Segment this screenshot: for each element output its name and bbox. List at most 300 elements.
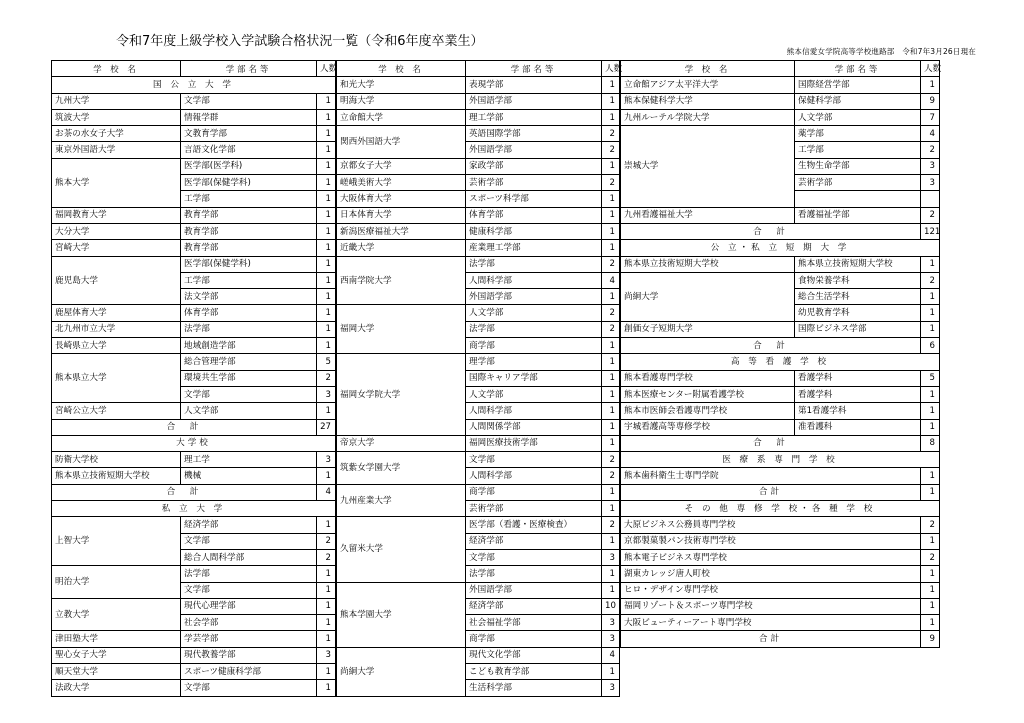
dept-name: 理工学部 [466, 109, 602, 125]
dept-name: 国際ビジネス学部 [795, 321, 921, 337]
count: 1 [921, 615, 940, 631]
count-header: 人数 [921, 61, 940, 77]
table-row [52, 647, 336, 663]
dept-name: こども教育学部 [466, 663, 602, 679]
school-name: 筑波大学 [52, 109, 181, 125]
count: 1 [602, 370, 620, 386]
count: 2 [602, 126, 620, 142]
dept-name: 医学部(保健学科) [181, 175, 317, 191]
count: 2 [602, 142, 620, 158]
school-name: 熊本医療センター附属看護学校 [621, 386, 795, 402]
count: 1 [317, 272, 336, 288]
school-name: 熊本大学 [52, 158, 181, 207]
total-label: 合計 [621, 631, 921, 647]
school-name: 熊本県立技術短期大学校 [52, 468, 181, 484]
count: 1 [602, 435, 620, 451]
dept-name: 薬学部 [795, 126, 921, 142]
dept-name: 医学部(医学科) [181, 158, 317, 174]
dept-name: 熊本県立技術短期大学校 [795, 256, 921, 272]
dept-name: 文学部 [181, 680, 317, 696]
count: 2 [602, 256, 620, 272]
dept-name: 総合人間科学部 [181, 549, 317, 565]
dept-name: 理学部 [466, 354, 602, 370]
table-row [337, 240, 620, 256]
table-row [621, 598, 940, 614]
dept-name: 家政学部 [466, 158, 602, 174]
dept-name: 教育学部 [181, 223, 317, 239]
table-row [337, 354, 620, 370]
count: 4 [602, 272, 620, 288]
table-row [52, 223, 336, 239]
school-name: 大分大学 [52, 223, 181, 239]
dept-name: 経済学部 [181, 517, 317, 533]
table-row [337, 305, 620, 321]
school-name: 宇城看護高等専修学校 [621, 419, 795, 435]
school-name: 熊本歯科衛生士専門学院 [621, 468, 921, 484]
table-row [337, 207, 620, 223]
school-name: ヒロ・デザイン専門学校 [621, 582, 921, 598]
dept-name: 産業理工学部 [466, 240, 602, 256]
dept-name: 生物生命学部 [795, 158, 921, 174]
school-name: 上智大学 [52, 517, 181, 566]
dept-name: 看護学科 [795, 386, 921, 402]
dept-name: 法学部 [181, 566, 317, 582]
dept-name: 人間科学部 [466, 272, 602, 288]
total-row [52, 419, 336, 435]
count: 1 [317, 680, 336, 696]
results-table-2 [336, 60, 623, 697]
school-name: 崇城大学 [621, 126, 795, 207]
count: 1 [317, 207, 336, 223]
dept-name: 外国語学部 [466, 289, 602, 305]
school-name: 熊本保健科学大学 [621, 93, 795, 109]
school-name: 順天堂大学 [52, 663, 181, 679]
school-name: 鹿児島大学 [52, 256, 181, 305]
count: 1 [602, 207, 620, 223]
count: 2 [602, 517, 620, 533]
school-name: 九州看護福祉大学 [621, 207, 795, 223]
count: 3 [602, 631, 620, 647]
dept-name: 人文学部 [181, 403, 317, 419]
count: 1 [317, 663, 336, 679]
school-name: 大原ビジネス公務員専門学校 [621, 517, 921, 533]
table-row [52, 468, 336, 484]
header-row [337, 61, 620, 77]
table-row [52, 142, 336, 158]
dept-name: 人間関係学部 [466, 419, 602, 435]
table-row [337, 175, 620, 191]
count: 1 [317, 566, 336, 582]
table-row [52, 109, 336, 125]
count: 1 [317, 191, 336, 207]
count: 2 [921, 142, 940, 158]
count: 3 [921, 175, 940, 191]
school-name: 聖心女子大学 [52, 647, 181, 663]
school-name: 久留米大学 [337, 517, 466, 582]
count: 7 [921, 109, 940, 125]
count: 1 [317, 517, 336, 533]
count: 5 [921, 370, 940, 386]
results-table-3 [620, 60, 940, 648]
dept-name: 食物栄養学科 [795, 272, 921, 288]
count: 1 [602, 93, 620, 109]
school-name: 立命館アジア太平洋大学 [621, 77, 795, 93]
count: 1 [602, 501, 620, 517]
table-row [52, 126, 336, 142]
table-row [337, 452, 620, 468]
count: 1 [317, 305, 336, 321]
count: 1 [317, 126, 336, 142]
table-row [337, 582, 620, 598]
school-name: 熊本電子ビジネス専門学校 [621, 549, 921, 565]
dept-name: 国際経営学部 [795, 77, 921, 93]
section-row [621, 240, 940, 256]
school-name: 福岡大学 [337, 305, 466, 354]
count: 1 [602, 403, 620, 419]
school-name: 福岡女学院大学 [337, 354, 466, 435]
dept-name: 准看護科 [795, 419, 921, 435]
dept-name: 経済学部 [466, 598, 602, 614]
count: 1 [921, 386, 940, 402]
school-name: 西南学院大学 [337, 256, 466, 305]
dept-name: 現代心理学部 [181, 598, 317, 614]
count [921, 191, 940, 207]
count: 1 [602, 386, 620, 402]
school-name: 福岡教育大学 [52, 207, 181, 223]
school-name: 熊本市医師会看護専門学校 [621, 403, 795, 419]
school-name: 九州産業大学 [337, 484, 466, 517]
count: 1 [317, 158, 336, 174]
table-row [52, 305, 336, 321]
school-name: 熊本県立大学 [52, 354, 181, 403]
school-name: 京都製菓製パン技術専門学校 [621, 533, 921, 549]
total-row [621, 223, 940, 239]
school-name: 帝京大学 [337, 435, 466, 451]
count: 1 [602, 484, 620, 500]
total-count: 9 [921, 631, 940, 647]
school-name: 関西外国語大学 [337, 126, 466, 159]
count: 1 [921, 419, 940, 435]
count-header: 人数 [317, 61, 336, 77]
count: 1 [921, 289, 940, 305]
dept-name: 環境共生学部 [181, 370, 317, 386]
dept-name: 社会学部 [181, 615, 317, 631]
dept-name: 健康科学部 [466, 223, 602, 239]
dept-name: 商学部 [466, 338, 602, 354]
table-row [337, 435, 620, 451]
dept-name: 文学部 [466, 452, 602, 468]
school-name: 湖東カレッジ唐人町校 [621, 566, 921, 582]
dept-name: 第1看護学科 [795, 403, 921, 419]
count: 1 [317, 321, 336, 337]
school-name: 九州ルーテル学院大学 [621, 109, 795, 125]
school-name: 東京外国語大学 [52, 142, 181, 158]
section-title: 私 立 大 学 [52, 501, 336, 517]
dept-name: 文学部 [181, 93, 317, 109]
section-title: 医 療 系 専 門 学 校 [621, 452, 940, 468]
count: 1 [317, 109, 336, 125]
table-row [621, 321, 940, 337]
count: 2 [921, 517, 940, 533]
count: 1 [602, 77, 620, 93]
results-table-1 [51, 60, 336, 697]
dept-name: 国際キャリア学部 [466, 370, 602, 386]
school-name: 日本体育大学 [337, 207, 466, 223]
count: 10 [602, 598, 620, 614]
dept-name: 表現学部 [466, 77, 602, 93]
dept-name: 医学部(保健学科) [181, 256, 317, 272]
count: 1 [602, 354, 620, 370]
table-row [621, 419, 940, 435]
count: 1 [317, 240, 336, 256]
section-row [52, 435, 336, 451]
count: 3 [602, 549, 620, 565]
table-row [52, 566, 336, 582]
dept-name: スポーツ健康科学部 [181, 663, 317, 679]
school-name: 法政大学 [52, 680, 181, 696]
dept-name: 商学部 [466, 484, 602, 500]
table-row [621, 93, 940, 109]
table-row [337, 191, 620, 207]
table-row [52, 598, 336, 614]
count: 2 [921, 207, 940, 223]
dept-name: 教育学部 [181, 207, 317, 223]
total-label: 合計 [621, 484, 921, 500]
dept-name: 保健科学部 [795, 93, 921, 109]
count: 1 [602, 223, 620, 239]
school-header: 学 校 名 [621, 61, 795, 77]
table-row [621, 403, 940, 419]
school-name: 防衛大学校 [52, 452, 181, 468]
count: 5 [317, 354, 336, 370]
count: 1 [602, 533, 620, 549]
school-name: お茶の水女子大学 [52, 126, 181, 142]
dept-name: 芸術学部 [795, 175, 921, 191]
section-row [621, 501, 940, 517]
count: 9 [921, 93, 940, 109]
count: 2 [602, 321, 620, 337]
dept-name: 医学部（看護・医療検査） [466, 517, 602, 533]
table-row [52, 207, 336, 223]
table-row [621, 126, 940, 142]
count: 1 [317, 223, 336, 239]
table-row [337, 517, 620, 533]
count: 1 [602, 582, 620, 598]
table-row [337, 93, 620, 109]
table-row [621, 615, 940, 631]
count: 2 [602, 175, 620, 191]
dept-name: 芸術学部 [466, 501, 602, 517]
school-name: 京都女子大学 [337, 158, 466, 174]
total-label: 合 計 [621, 338, 921, 354]
table-row [52, 338, 336, 354]
dept-name: 看護福祉学部 [795, 207, 921, 223]
dept-name: 体育学部 [466, 207, 602, 223]
count: 1 [317, 403, 336, 419]
dept-name: 人文学部 [795, 109, 921, 125]
total-row [621, 435, 940, 451]
count: 3 [317, 386, 336, 402]
school-name: 和光大学 [337, 77, 466, 93]
school-name: 尚絅大学 [337, 647, 466, 696]
total-label: 合 計 [52, 484, 317, 500]
section-title: 国 公 立 大 学 [52, 77, 336, 93]
section-title: そ の 他 専 修 学 校・各 種 学 校 [621, 501, 940, 517]
total-label: 合 計 [621, 223, 921, 239]
table-row [621, 517, 940, 533]
table-row [337, 158, 620, 174]
count: 1 [921, 582, 940, 598]
dept-name: 言語文化学部 [181, 142, 317, 158]
dept-name: 理工学 [181, 452, 317, 468]
dept-name [795, 191, 921, 207]
table-row [621, 386, 940, 402]
count: 2 [317, 549, 336, 565]
count: 1 [921, 256, 940, 272]
table-row [621, 109, 940, 125]
dept-name: 外国語学部 [466, 582, 602, 598]
header-row [52, 61, 336, 77]
total-row [621, 631, 940, 647]
count: 1 [317, 175, 336, 191]
dept-name: 法学部 [466, 566, 602, 582]
total-row [52, 484, 336, 500]
count: 1 [317, 338, 336, 354]
count: 1 [317, 256, 336, 272]
count: 1 [317, 289, 336, 305]
table-row [337, 109, 620, 125]
table-row [52, 680, 336, 696]
table-row [337, 647, 620, 663]
dept-name: 法学部 [466, 321, 602, 337]
section-row [52, 501, 336, 517]
school-name: 大阪体育大学 [337, 191, 466, 207]
school-name: 筑紫女学園大学 [337, 452, 466, 485]
school-name: 津田塾大学 [52, 631, 181, 647]
table-row [621, 256, 940, 272]
dept-name: 文学部 [466, 549, 602, 565]
school-name: 大阪ビューティーアート専門学校 [621, 615, 921, 631]
dept-name: 商学部 [466, 631, 602, 647]
count: 2 [317, 370, 336, 386]
count: 1 [602, 109, 620, 125]
dept-name: スポーツ科学部 [466, 191, 602, 207]
school-name: 立教大学 [52, 598, 181, 631]
dept-name: 社会福祉学部 [466, 615, 602, 631]
table-row [52, 256, 336, 272]
section-row [52, 77, 336, 93]
school-name: 福岡リゾート＆スポーツ専門学校 [621, 598, 921, 614]
count: 1 [921, 566, 940, 582]
total-count: 121 [921, 223, 940, 239]
total-count: 1 [921, 484, 940, 500]
dept-name: 英語国際学部 [466, 126, 602, 142]
section-row [621, 452, 940, 468]
table-row [52, 240, 336, 256]
table-row [52, 354, 336, 370]
table-row [621, 370, 940, 386]
dept-name: 人間科学部 [466, 468, 602, 484]
count: 1 [921, 533, 940, 549]
table-row [621, 566, 940, 582]
dept-name: 工学部 [795, 142, 921, 158]
table-row [52, 517, 336, 533]
count: 1 [921, 403, 940, 419]
dept-name: 看護学科 [795, 370, 921, 386]
total-count: 6 [921, 338, 940, 354]
dept-name: 文学部 [181, 386, 317, 402]
count: 1 [602, 191, 620, 207]
school-name: 近畿大学 [337, 240, 466, 256]
dept-name: 学芸学部 [181, 631, 317, 647]
count: 4 [921, 126, 940, 142]
dept-name: 福岡医療技術学部 [466, 435, 602, 451]
dept-name: 現代教養学部 [181, 647, 317, 663]
total-row [621, 484, 940, 500]
table-row [337, 223, 620, 239]
school-name: 熊本県立技術短期大学校 [621, 256, 795, 272]
dept-name: 情報学群 [181, 109, 317, 125]
table-row [52, 403, 336, 419]
dept-name: 法文学部 [181, 289, 317, 305]
table-row [337, 77, 620, 93]
school-name: 長崎県立大学 [52, 338, 181, 354]
table-row [52, 631, 336, 647]
total-row [621, 338, 940, 354]
count: 2 [921, 549, 940, 565]
dept-name: 文学部 [181, 582, 317, 598]
header-row [621, 61, 940, 77]
issuer-date: 熊本信愛女学院高等学校進路部 令和7年3月26日現在 [786, 47, 976, 56]
total-label: 合 計 [52, 419, 317, 435]
school-name: 立命館大学 [337, 109, 466, 125]
school-name: 尚絅大学 [621, 272, 795, 321]
school-name: 明海大学 [337, 93, 466, 109]
table-row [337, 126, 620, 142]
count: 1 [602, 663, 620, 679]
count: 1 [921, 468, 940, 484]
count: 1 [602, 289, 620, 305]
count-header: 人数 [602, 61, 620, 77]
table-row [52, 93, 336, 109]
count: 1 [602, 240, 620, 256]
school-name: 創価女子短期大学 [621, 321, 795, 337]
school-name: 嵯峨美術大学 [337, 175, 466, 191]
count: 1 [317, 582, 336, 598]
table-row [621, 582, 940, 598]
school-name: 宮崎大学 [52, 240, 181, 256]
count: 1 [921, 77, 940, 93]
school-name: 明治大学 [52, 566, 181, 599]
table-row [621, 77, 940, 93]
count: 2 [921, 272, 940, 288]
dept-name: 文学部 [181, 533, 317, 549]
count: 4 [602, 647, 620, 663]
dept-name: 体育学部 [181, 305, 317, 321]
table-row [52, 663, 336, 679]
school-header: 学 校 名 [52, 61, 181, 77]
count: 2 [602, 468, 620, 484]
total-count: 4 [317, 484, 336, 500]
count: 1 [602, 419, 620, 435]
school-name: 北九州市立大学 [52, 321, 181, 337]
count: 1 [317, 93, 336, 109]
table-row [337, 256, 620, 272]
table-row [621, 533, 940, 549]
count: 3 [317, 647, 336, 663]
school-name: 鹿屋体育大学 [52, 305, 181, 321]
dept-name: 人文学部 [466, 386, 602, 402]
